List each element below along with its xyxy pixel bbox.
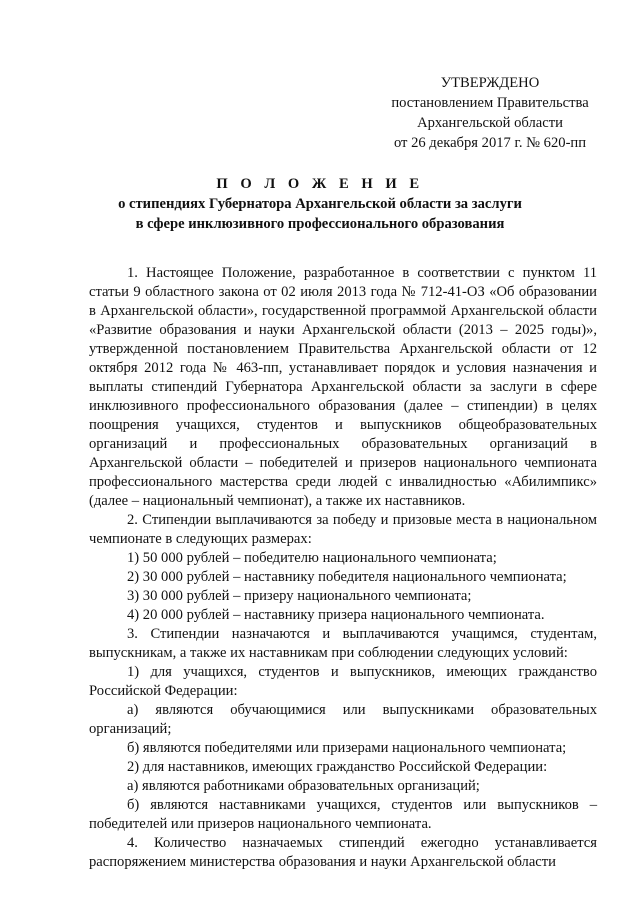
document-title	[0, 174, 640, 234]
list-item-1: 1) 50 000 рублей – победителю национального чемпионата;	[127, 550, 497, 566]
paragraph-3: 3. Стипендии назначаются и выплачиваются учащимся, студентам, выпускникам, а также их наставникам при соблюдении следующих условий:	[89, 626, 597, 661]
paragraph-1: 1. Настоящее Положение, разработанное в соответствии с пунктом 11 статьи 9 областного закона от 02 июля 2013 года № 712-41-ОЗ «Об образовании в Архангельской области», государственной программой Архангельской области «Развитие образования и науки Архангельской области (2013 – 2025 годы)», утвержденной постановлением Правительства Архангельской области от 12 октября 2012 года № 463-пп, устанавливает порядок и условия назначения и выплаты стипендий Губернатора Архангельской области за заслуги в сфере инклюзивного профессионального образования (далее – стипендии) в целях поощрения учащихся, студентов и выпускников общеобразовательных организаций и профессиональных образовательных организаций в Архангельской области – победителей и призеров национального чемпионата профессионального мастерства среди людей с инвалидностью «Абилимпикс» (далее – национальный чемпионат), а также их наставников.	[89, 265, 597, 509]
paragraph-4: 4. Количество назначаемых стипендий ежегодно устанавливается распоряжением министерства образования и науки Архангельской области	[89, 835, 597, 870]
approval-label: УТВЕРЖДЕНО	[440, 75, 540, 91]
title-line-2: о стипендиях Губернатора Архангельской области за заслуги	[118, 196, 522, 212]
paragraph-2: 2. Стипендии выплачиваются за победу и призовые места в национальном чемпионате в следующих размерах:	[89, 512, 597, 547]
list-item-3: 3) 30 000 рублей – призеру национального чемпионата;	[127, 588, 472, 604]
list-item-4: 4) 20 000 рублей – наставнику призера национального чемпионата.	[127, 607, 545, 623]
condition-2b: б) являются наставниками учащихся, студентов или выпускников – победителей или призеров национального чемпионата.	[89, 797, 597, 832]
title-line-3: в сфере инклюзивного профессионального образования	[135, 216, 505, 232]
approval-resolution: постановлением Правительства	[391, 95, 589, 111]
approval-region: Архангельской области	[417, 115, 563, 131]
title-heading: П О Л О Ж Е Н И Е	[216, 176, 424, 192]
approval-stamp	[385, 73, 595, 153]
condition-1a: а) являются обучающимися или выпускниками образовательных организаций;	[89, 702, 597, 737]
condition-1b: б) являются победителями или призерами национального чемпионата;	[127, 740, 567, 756]
document-body	[89, 264, 597, 872]
approval-date-number: от 26 декабря 2017 г. № 620-пп	[393, 135, 587, 151]
condition-2a: а) являются работниками образовательных организаций;	[127, 778, 480, 794]
list-item-2: 2) 30 000 рублей – наставнику победителя национального чемпионата;	[127, 569, 567, 585]
condition-2: 2) для наставников, имеющих гражданство Российской Федерации:	[127, 759, 548, 775]
condition-1: 1) для учащихся, студентов и выпускников, имеющих гражданство Российской Федерации:	[89, 664, 597, 699]
